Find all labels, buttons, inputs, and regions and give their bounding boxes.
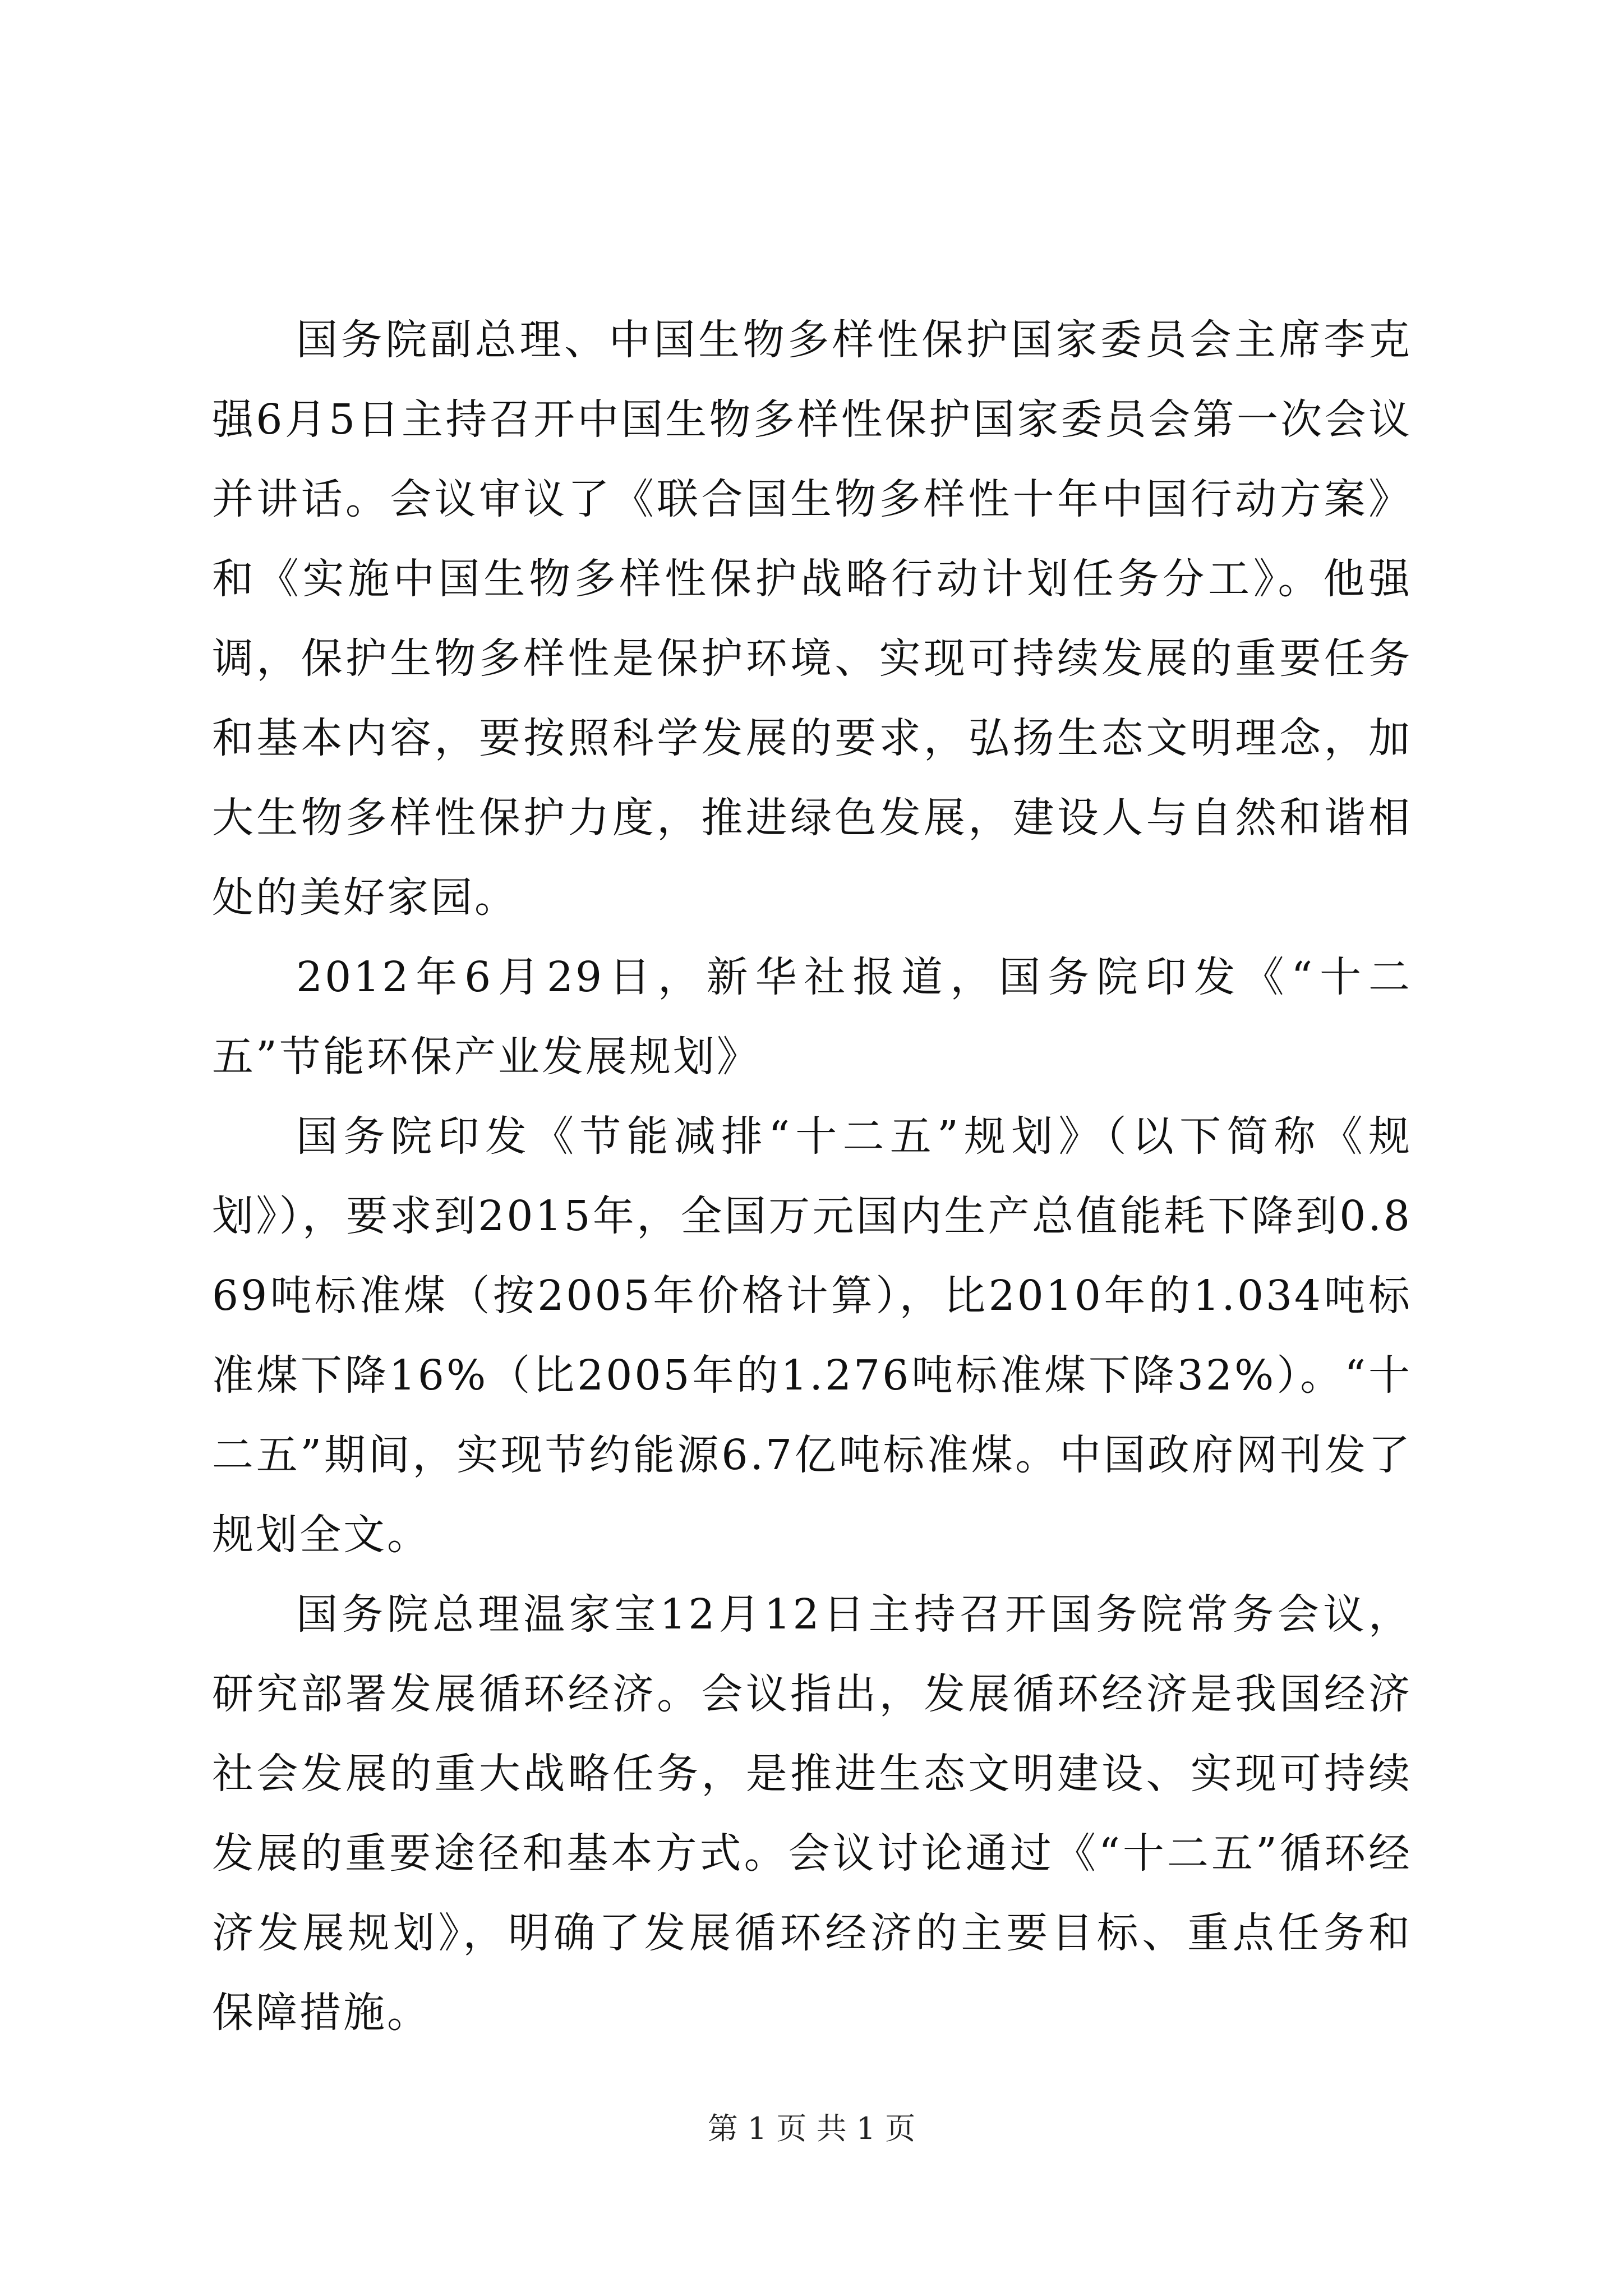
paragraph-circular-economy: 国务院总理温家宝12月12日主持召开国务院常务会议，研究部署发展循环经济。会议指出，发展循环经济是我国经济社会发展的重大战略任务，是推进生态文明建设、实现可持续发展的重要途径和基本方式。会议讨论通过《“十二五”循环经济发展规划》，明确了发展循环经济的主要目标、重点任务和保障措施。	[212, 1590, 1412, 2037]
paragraph-xinhua-report: 2012年6月29日，新华社报道，国务院印发《“十二五”节能环保产业发展规划》	[212, 953, 1412, 1081]
page-footer: 第 1 页 共 1 页	[707, 2111, 916, 2146]
document-body	[212, 300, 1412, 2053]
paragraph-energy-saving-plan: 国务院印发《节能减排“十二五”规划》（以下简称《规划》），要求到2015年，全国万元国内生产总值能耗下降到0.869吨标准煤（按2005年价格计算），比2010年的1.034吨标准煤下降16%（比2005年的1.276吨标准煤下降32%）。“十二五”期间，实现节约能源6.7亿吨标准煤。中国政府网刊发了规划全文。	[212, 1112, 1412, 1559]
paragraph-biodiversity-meeting: 国务院副总理、中国生物多样性保护国家委员会主席李克强6月5日主持召开中国生物多样性保护国家委员会第一次会议并讲话。会议审议了《联合国生物多样性十年中国行动方案》和《实施中国生物多样性保护战略行动计划任务分工》。他强调，保护生物多样性是保护环境、实现可持续发展的重要任务和基本内容，要按照科学发展的要求，弘扬生态文明理念，加大生物多样性保护力度，推进绿色发展，建设人与自然和谐相处的美好家园。	[212, 316, 1412, 922]
